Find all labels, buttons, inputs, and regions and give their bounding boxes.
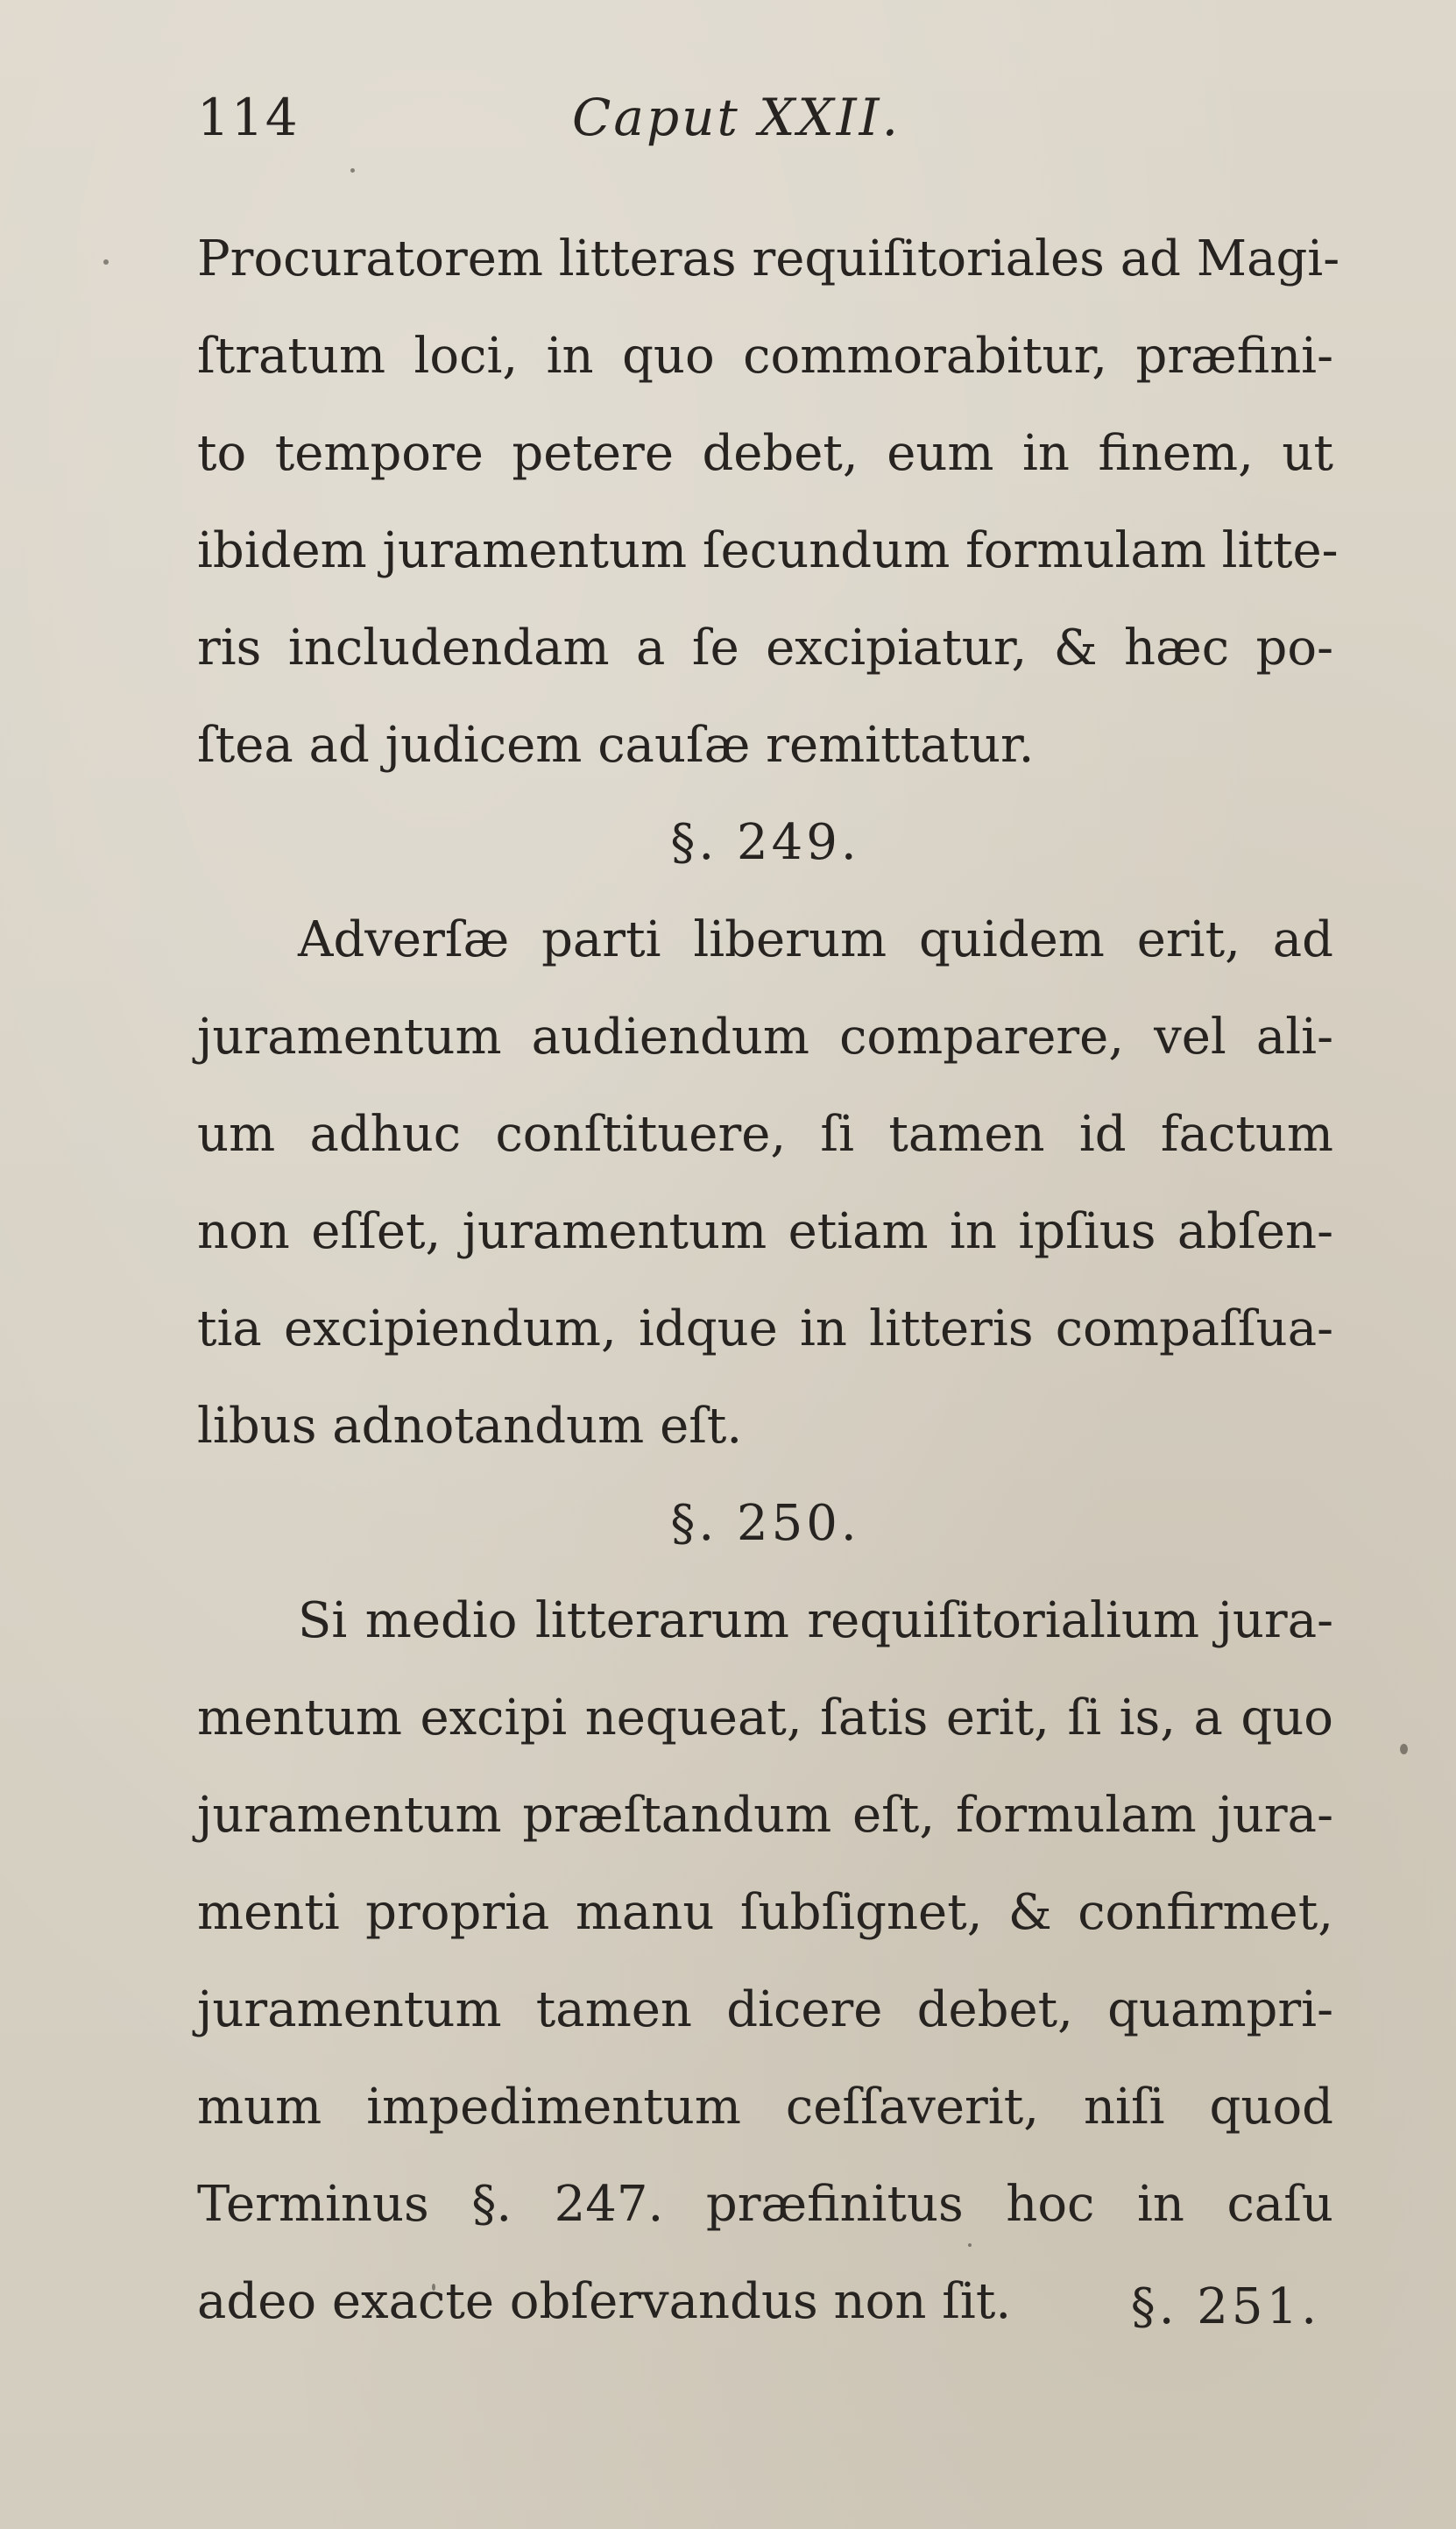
text-line: Procuratorem litteras requiſitoriales ad Magi- — [197, 230, 1340, 287]
text-line: Adverſæ parti liberum quidem erit, ad — [298, 911, 1333, 968]
page-number: 114 — [197, 88, 300, 147]
text-line: ris includendam a ſe excipiatur, & hæc po- — [197, 620, 1333, 677]
text-line: mum impedimentum ceſſaverit, niſi quod — [197, 2079, 1333, 2136]
text-line: ibidem juramentum ſecundum formulam litte- — [197, 522, 1339, 579]
text-line: um adhuc conſtituere, ſi tamen id factum — [197, 1106, 1333, 1163]
text-line: juramentum præſtandum eſt, formulam jura- — [197, 1787, 1333, 1844]
text-line: mentum excipi nequeat, ſatis erit, ſi is, a quo — [197, 1690, 1333, 1746]
paper-speck — [103, 259, 109, 265]
text-line: Terminus §. 247. præfinitus hoc in caſu — [197, 2176, 1333, 2233]
text-line: Si medio litterarum requiſitorialium jura- — [298, 1592, 1333, 1649]
text-line: juramentum tamen dicere debet, quampri- — [197, 1981, 1333, 2038]
text-line: non eſſet, juramentum etiam in ipſius abſen- — [197, 1203, 1333, 1260]
running-head: Caput XXII. — [572, 88, 901, 147]
text-line: menti propria manu ſubſignet, & confirmet, — [197, 1884, 1333, 1941]
text-line: libus adnotandum eſt. — [197, 1398, 743, 1455]
paper-speck — [1400, 1744, 1408, 1754]
section-heading-249: §. 249. — [670, 814, 860, 871]
text-line: ſtea ad judicem cauſæ remittatur. — [197, 717, 1035, 774]
text-line: ſtratum loci, in quo commorabitur, præfini- — [197, 328, 1333, 385]
text-line: adeo exacte obſervandus non ſit. — [197, 2273, 1012, 2330]
paper-speck — [350, 168, 355, 173]
body-text — [197, 210, 1340, 2350]
text-line: tia excipiendum, idque in litteris compaſſua- — [197, 1300, 1333, 1357]
section-heading-250: §. 250. — [670, 1495, 860, 1552]
text-line: to tempore petere debet, eum in finem, ut — [197, 425, 1333, 482]
text-line: juramentum audiendum comparere, vel ali- — [197, 1009, 1333, 1066]
page-header — [197, 88, 1336, 166]
catchword: §. 251. — [1130, 2278, 1320, 2335]
